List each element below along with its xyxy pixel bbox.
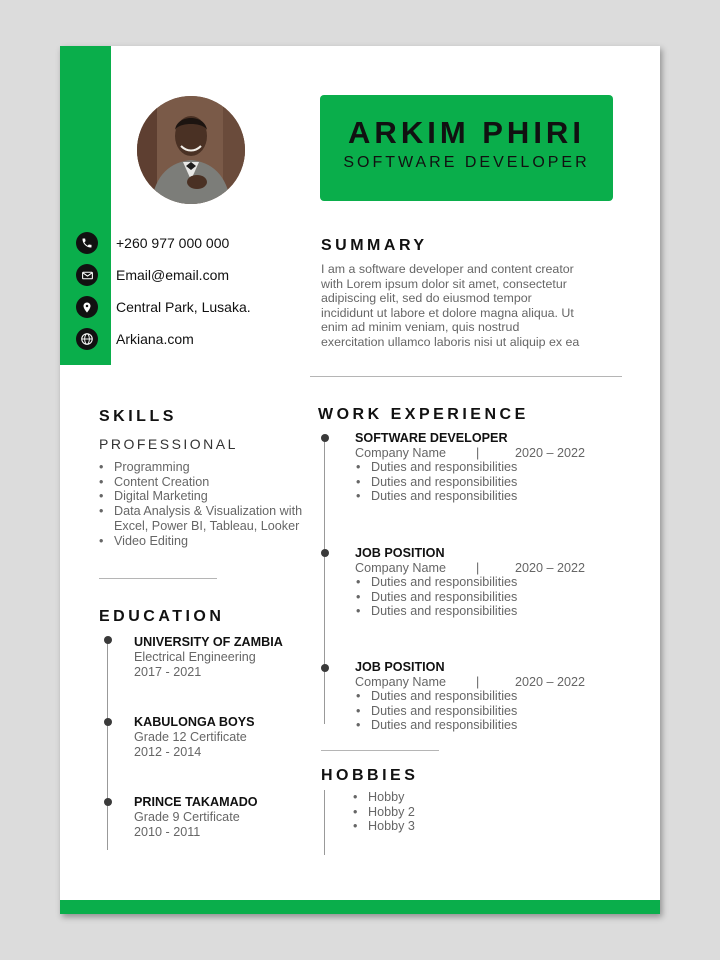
summary-heading: SUMMARY [321,237,428,254]
timeline-dot [321,434,329,442]
footer-accent-bar [60,900,660,914]
email-icon [76,264,98,286]
experience-divider [321,750,439,751]
list-item: • Duties and responsibilities [356,460,517,475]
skills-subheading: PROFESSIONAL [99,436,238,452]
list-item: • Hobby 3 [353,819,415,834]
list-item: • Hobby 2 [353,805,415,820]
name-banner [320,95,613,201]
job-separator: | [476,561,480,575]
summary-line: enim ad minim veniam, quis nostrud [321,320,520,335]
education-school: UNIVERSITY OF ZAMBIA [134,635,283,649]
summary-line: with Lorem ipsum dolor sit amet, consectetur [321,276,567,291]
contact-phone-text: +260 977 000 000 [116,235,230,251]
summary-text [321,262,611,350]
contact-location [76,296,251,318]
phone-icon [76,232,98,254]
skill-line: Data Analysis & Visualization with [114,504,303,519]
timeline-dot [104,718,112,726]
job-years: 2020 – 2022 [515,675,586,689]
job-years: 2020 – 2022 [515,561,586,575]
job-separator: | [476,675,480,689]
education-detail: Grade 12 Certificate [134,730,247,744]
hobbies-heading: HOBBIES [321,767,419,784]
list-item [99,504,319,533]
summary-line: I am a software developer and content creator [321,262,574,276]
summary-divider [310,376,622,377]
job-duties-list [356,575,517,619]
full-name: ARKIM PHIRI [348,115,585,150]
job-company: Company Name [355,561,446,575]
experience-timeline [324,438,325,724]
contact-website-text[interactable]: Arkiana.com [116,331,194,347]
education-heading: EDUCATION [99,608,225,625]
list-item: • Duties and responsibilities [356,489,517,504]
contact-website [76,328,194,350]
list-item: • Duties and responsibilities [356,689,517,704]
job-company: Company Name [355,675,446,689]
contact-email-text[interactable]: Email@email.com [116,267,230,283]
job-title: JOB POSITION [355,546,445,560]
experience-heading: WORK EXPERIENCE [318,406,529,423]
profile-photo [137,96,245,204]
job-title: SOFTWARE DEVELOPER [343,154,590,171]
location-pin-icon [76,296,98,318]
list-item: • Content Creation [99,475,319,490]
contact-location-text: Central Park, Lusaka. [116,299,251,315]
job-company: Company Name [355,446,446,460]
list-item: • Programming [99,460,319,475]
list-item: • Digital Marketing [99,489,319,504]
education-years: 2010 - 2011 [134,825,201,839]
resume-page [60,46,660,914]
education-detail: Electrical Engineering [134,650,256,664]
list-item: • Duties and responsibilities [356,590,517,605]
skills-divider [99,578,217,579]
education-school: PRINCE TAKAMADO [134,795,258,809]
hobbies-timeline [324,790,325,855]
skills-list [99,460,319,548]
education-detail: Grade 9 Certificate [134,810,240,824]
timeline-dot [104,798,112,806]
skills-heading: SKILLS [99,408,177,425]
education-school: KABULONGA BOYS [134,715,255,729]
list-item: • Hobby [353,790,415,805]
education-timeline [107,640,108,850]
list-item: • Duties and responsibilities [356,604,517,619]
list-item: • Duties and responsibilities [356,575,517,590]
job-separator: | [476,446,480,460]
list-item: • Video Editing [99,534,319,549]
contact-email [76,264,230,286]
summary-line: incididunt ut labore et dolore magna aliqua. Ut [321,305,574,320]
timeline-dot [321,549,329,557]
list-item: • Duties and responsibilities [356,718,517,733]
job-title: SOFTWARE DEVELOPER [355,431,508,445]
globe-icon [76,328,98,350]
summary-line: adipiscing elit, sed do eiusmod tempor [321,291,532,306]
job-years: 2020 – 2022 [515,446,586,460]
education-years: 2017 - 2021 [134,665,202,679]
timeline-dot [321,664,329,672]
job-duties-list [356,460,517,504]
job-title: JOB POSITION [355,660,445,674]
education-years: 2012 - 2014 [134,745,202,759]
skill-line: Excel, Power BI, Tableau, Looker [114,518,300,533]
list-item: • Duties and responsibilities [356,704,517,719]
list-item: • Duties and responsibilities [356,475,517,490]
timeline-dot [104,636,112,644]
job-duties-list [356,689,517,733]
contact-phone [76,232,230,254]
summary-line: exercitation ullamco laboris nisi ut aliquip ex ea [321,334,580,349]
hobbies-list [353,790,415,834]
